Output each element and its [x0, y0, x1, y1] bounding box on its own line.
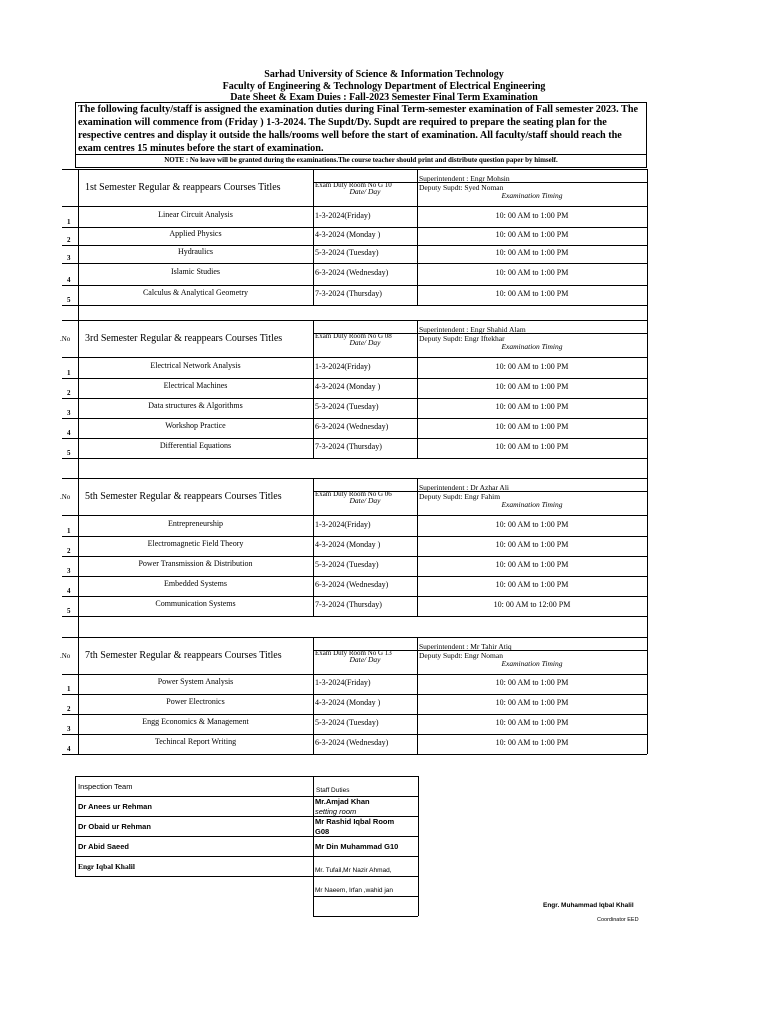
row-col-line — [313, 536, 314, 556]
row-right-line — [647, 398, 648, 418]
row-line — [62, 245, 647, 246]
exam-timing: 10: 00 AM to 1:00 PM — [495, 560, 569, 569]
course-title: Applied Physics — [169, 229, 222, 238]
row-right-line — [647, 418, 648, 438]
row-right-line — [647, 515, 648, 536]
course-title: Power System Analysis — [157, 677, 234, 686]
staff-duty-entry: Mr.Amjad Khan — [315, 797, 370, 806]
row-line — [62, 227, 647, 228]
course-title: Power Transmission & Distribution — [138, 559, 253, 568]
row-line — [62, 418, 647, 419]
semester-title: 1st Semester Regular & reappears Courses Titles — [85, 182, 281, 193]
exam-timing: 10: 00 AM to 12:00 PM — [493, 600, 571, 609]
table-line — [75, 796, 313, 797]
section-right-line — [647, 320, 648, 357]
staff-duty-entry: Mr Rashid Iqbal Room — [315, 817, 395, 826]
row-line — [62, 285, 647, 286]
section-top-line — [62, 320, 647, 321]
row-right-line — [647, 263, 648, 285]
row-col-line — [313, 438, 314, 458]
row-right-line — [647, 245, 648, 263]
superintendent: Superintendent : Engr Shahid Alam — [419, 325, 526, 334]
course-title: Communication Systems — [155, 599, 236, 608]
exam-date: 5-3-2024 (Tuesday) — [315, 248, 379, 257]
exam-timing-header: Examination Timing — [501, 659, 563, 668]
exam-timing: 10: 00 AM to 1:00 PM — [495, 698, 569, 707]
row-line — [62, 694, 647, 695]
section-right-line — [647, 637, 648, 674]
exam-timing: 10: 00 AM to 1:00 PM — [495, 230, 569, 239]
row-col-line — [313, 263, 314, 285]
row-col-line — [313, 206, 314, 227]
row-line — [62, 754, 647, 755]
row-line — [62, 357, 647, 358]
exam-date: 6-3-2024 (Wednesday) — [315, 738, 389, 747]
course-title: Workshop Practice — [165, 421, 226, 430]
row-col-line — [313, 515, 314, 536]
row-number: 2 — [67, 547, 71, 555]
university-title: Sarhad University of Science & Information Technology — [264, 69, 504, 80]
section-right-line — [647, 478, 648, 515]
row-line — [62, 263, 647, 264]
section-left-line — [78, 320, 79, 357]
row-col-line — [313, 576, 314, 596]
inspection-team-title: Inspection Team — [78, 782, 133, 791]
deputy-superintendent: Deputy Supdt: Syed Noman — [419, 183, 504, 192]
section-top-line — [62, 478, 647, 479]
row-number: 4 — [67, 745, 71, 753]
row-right-line — [647, 206, 648, 227]
row-col-line — [313, 398, 314, 418]
section-top-line — [62, 637, 647, 638]
deputy-superintendent: Deputy Supdt: Engr Noman — [419, 651, 503, 660]
row-number: 5 — [67, 296, 71, 304]
course-title: Electromagnetic Field Theory — [147, 539, 244, 548]
row-col-line — [313, 285, 314, 305]
row-right-line — [647, 714, 648, 734]
superintendent: Superintendent : Engr Mohsin — [419, 174, 510, 183]
exam-timing-header: Examination Timing — [501, 191, 563, 200]
row-number: 5 — [67, 607, 71, 615]
superintendent: Superintendent : Mr Tahir Atiq — [419, 642, 512, 651]
exam-timing: 10: 00 AM to 1:00 PM — [495, 361, 569, 371]
row-line — [62, 734, 647, 735]
table-line — [313, 776, 314, 916]
course-title: Electrical Machines — [163, 381, 228, 390]
deputy-superintendent: Deputy Supdt: Engr Fahim — [419, 492, 501, 501]
course-title: Power Electronics — [166, 697, 225, 706]
section-top-line — [62, 169, 647, 170]
section-left-line — [78, 637, 79, 674]
exam-date: 4-3-2024 (Monday ) — [315, 230, 381, 239]
exam-timing: 10: 00 AM to 1:00 PM — [495, 210, 569, 220]
staff-duty-entry: setting room — [315, 807, 357, 816]
row-number: 4 — [67, 587, 71, 595]
row-right-line — [647, 674, 648, 694]
table-line — [75, 776, 76, 876]
row-number: 2 — [67, 705, 71, 713]
table-line — [313, 896, 418, 897]
exam-timing: 10: 00 AM to 1:00 PM — [495, 268, 569, 277]
exam-timing: 10: 00 AM to 1:00 PM — [495, 678, 569, 687]
semester-title: 3rd Semester Regular & reappears Courses Titles — [85, 333, 283, 344]
gap-right-line — [647, 616, 648, 637]
row-right-line — [647, 357, 648, 378]
row-right-line — [647, 576, 648, 596]
exam-timing: 10: 00 AM to 1:00 PM — [495, 442, 569, 451]
course-title: Engg Economics & Management — [142, 717, 249, 726]
row-line — [62, 378, 647, 379]
semester-title: 7th Semester Regular & reappears Courses Titles — [85, 650, 282, 661]
row-line — [62, 556, 647, 557]
course-title: Electrical Network Analysis — [150, 360, 241, 370]
row-line — [62, 674, 647, 675]
row-number: 1 — [67, 369, 71, 377]
exam-timing: 10: 00 AM to 1:00 PM — [495, 519, 569, 529]
intro-paragraph: The following faculty/staff is assigned the examination duties during Final Term-semester examination of Fall semester 2023. The examination will commence from (Friday ) 1-3-2024. The Supdt/Dy. Supdt are required to prepare the seating plan for the respective centres and display it outside the halls/rooms well before the start of examination. All faculty/staff should reach the exam centres 15 minutes before the start of examination. — [78, 104, 639, 154]
exam-timing: 10: 00 AM to 1:00 PM — [495, 289, 569, 298]
faculty-title: Faculty of Engineering & Technology Department of Electrical Engineering — [222, 81, 546, 92]
exam-date: 6-3-2024 (Wednesday) — [315, 422, 389, 431]
note-text: NOTE : No leave will be granted during the examinations.The course teacher should print and distribute question paper by himself. — [164, 156, 558, 164]
course-title: Techincal Report Writing — [154, 737, 237, 746]
row-col-line — [313, 357, 314, 378]
table-line — [75, 876, 313, 877]
row-number: 3 — [67, 567, 71, 575]
row-col-line — [313, 734, 314, 754]
course-title: Calculus & Analytical Geometry — [142, 288, 249, 297]
row-col-line — [313, 227, 314, 245]
exam-timing: 10: 00 AM to 1:00 PM — [495, 580, 569, 589]
row-line — [62, 576, 647, 577]
row-right-line — [647, 438, 648, 458]
row-number: 1 — [67, 218, 71, 226]
inspection-member: Dr Obaid ur Rehman — [78, 822, 151, 831]
table-line — [418, 776, 419, 916]
course-title: Hydraulics — [177, 247, 214, 256]
deputy-superintendent: Deputy Supdt: Engr Iftekhar — [419, 334, 505, 343]
exam-timing-header: Examination Timing — [501, 342, 563, 351]
course-title: Islamic Studies — [170, 267, 221, 276]
row-col-line — [313, 418, 314, 438]
table-line — [75, 816, 313, 817]
row-col-line — [313, 674, 314, 694]
exam-date: 5-3-2024 (Tuesday) — [315, 718, 379, 727]
row-number: 2 — [67, 236, 71, 244]
row-right-line — [647, 596, 648, 616]
exam-timing-header: Examination Timing — [501, 500, 563, 509]
semester-title: 5th Semester Regular & reappears Courses Titles — [85, 491, 282, 502]
date-day-header: Date/ Day — [349, 496, 381, 505]
row-number: 1 — [67, 527, 71, 535]
row-right-line — [647, 285, 648, 305]
gap-right-line — [647, 458, 648, 478]
row-line — [62, 438, 647, 439]
row-col-line — [313, 596, 314, 616]
row-right-line — [647, 227, 648, 245]
exam-date: 6-3-2024 (Wednesday) — [315, 268, 389, 277]
table-line — [75, 836, 313, 837]
gap-left-line — [78, 305, 79, 320]
row-number: 4 — [67, 429, 71, 437]
row-line — [62, 206, 647, 207]
row-number: 3 — [67, 254, 71, 262]
staff-duty-entry: Mr Din Muhammad G10 — [315, 842, 399, 851]
date-day-header: Date/ Day — [349, 187, 381, 196]
exam-room: Exam Duty Room No G 13 — [315, 649, 392, 657]
row-line — [62, 458, 647, 459]
exam-date: 4-3-2024 (Monday ) — [315, 382, 381, 391]
row-col-line — [313, 245, 314, 263]
row-number: 2 — [67, 389, 71, 397]
table-line — [75, 776, 418, 777]
table-line — [75, 856, 313, 857]
row-number: 3 — [67, 725, 71, 733]
row-number: 4 — [67, 276, 71, 284]
exam-date: 1-3-2024(Friday) — [315, 678, 371, 687]
row-number: 5 — [67, 449, 71, 457]
superintendent: Superintendent : Dr Azhar Ali — [419, 483, 509, 492]
exam-date: 4-3-2024 (Monday ) — [315, 540, 381, 549]
date-day-header: Date/ Day — [349, 655, 381, 664]
exam-timing: 10: 00 AM to 1:00 PM — [495, 402, 569, 411]
course-title: Entrepreneurship — [167, 518, 224, 528]
course-title: Linear Circuit Analysis — [158, 209, 233, 219]
exam-timing: 10: 00 AM to 1:00 PM — [495, 738, 569, 747]
gap-right-line — [647, 305, 648, 320]
row-line — [62, 714, 647, 715]
exam-date: 6-3-2024 (Wednesday) — [315, 580, 389, 589]
exam-timing: 10: 00 AM to 1:00 PM — [495, 422, 569, 431]
exam-room: Exam Duty Room No G 10 — [315, 181, 392, 189]
coordinator-name: Engr. Muhammad Iqbal Khalil — [543, 902, 634, 909]
row-number: 3 — [67, 409, 71, 417]
sno-header: .No — [60, 493, 71, 501]
row-line — [62, 398, 647, 399]
row-line — [62, 536, 647, 537]
table-line — [313, 856, 418, 857]
row-right-line — [647, 536, 648, 556]
exam-date: 1-3-2024(Friday) — [315, 210, 371, 220]
course-title: Embedded Systems — [164, 579, 227, 588]
row-col-line — [313, 714, 314, 734]
row-line — [62, 616, 647, 617]
date-day-header: Date/ Day — [349, 338, 381, 347]
row-col-line — [313, 694, 314, 714]
table-line — [313, 876, 418, 877]
staff-duties-title: Staff Duties — [316, 787, 350, 794]
sno-header: .No — [60, 335, 71, 343]
row-right-line — [647, 556, 648, 576]
row-line — [62, 305, 647, 306]
row-right-line — [647, 734, 648, 754]
staff-duty-entry: Mr. Tufail,Mr Nazir Ahmad, — [315, 867, 392, 874]
section-left-line — [78, 169, 79, 206]
exam-date: 1-3-2024(Friday) — [315, 519, 371, 529]
row-line — [62, 515, 647, 516]
exam-date: 5-3-2024 (Tuesday) — [315, 402, 379, 411]
coordinator-role: Coordinator EED — [597, 917, 639, 923]
exam-timing: 10: 00 AM to 1:00 PM — [495, 718, 569, 727]
gap-left-line — [78, 458, 79, 478]
inspection-member: Dr Anees ur Rehman — [78, 802, 152, 811]
gap-left-line — [78, 616, 79, 637]
exam-room: Exam Duty Room No G 08 — [315, 332, 392, 340]
section-right-line — [647, 169, 648, 206]
section-left-line — [78, 478, 79, 515]
exam-timing: 10: 00 AM to 1:00 PM — [495, 248, 569, 257]
exam-room: Exam Duty Room No G 06 — [315, 490, 392, 498]
exam-date: 5-3-2024 (Tuesday) — [315, 560, 379, 569]
exam-date: 1-3-2024(Friday) — [315, 361, 371, 371]
staff-duty-entry: Mr Naeem, Irfan ,wahid jan — [315, 887, 394, 894]
exam-date: 7-3-2024 (Thursday) — [315, 289, 382, 298]
exam-date: 7-3-2024 (Thursday) — [315, 600, 382, 609]
row-right-line — [647, 378, 648, 398]
row-col-line — [313, 378, 314, 398]
staff-duty-entry: G08 — [315, 827, 330, 836]
sno-header: .No — [60, 652, 71, 660]
inspection-member: Dr Abid Saeed — [78, 842, 129, 851]
inspection-member: Engr Iqbal Khalil — [78, 862, 135, 871]
course-title: Differential Equations — [159, 441, 232, 450]
row-col-line — [313, 556, 314, 576]
row-right-line — [647, 694, 648, 714]
course-title: Data structures & Algorithms — [148, 401, 243, 410]
row-number: 1 — [67, 685, 71, 693]
datesheet-title: Date Sheet & Exam Duies : Fall-2023 Semester Final Term Examination — [230, 92, 538, 103]
table-line — [313, 916, 418, 917]
exam-date: 4-3-2024 (Monday ) — [315, 698, 381, 707]
exam-timing: 10: 00 AM to 1:00 PM — [495, 540, 569, 549]
exam-date: 7-3-2024 (Thursday) — [315, 442, 382, 451]
exam-timing: 10: 00 AM to 1:00 PM — [495, 382, 569, 391]
row-line — [62, 596, 647, 597]
